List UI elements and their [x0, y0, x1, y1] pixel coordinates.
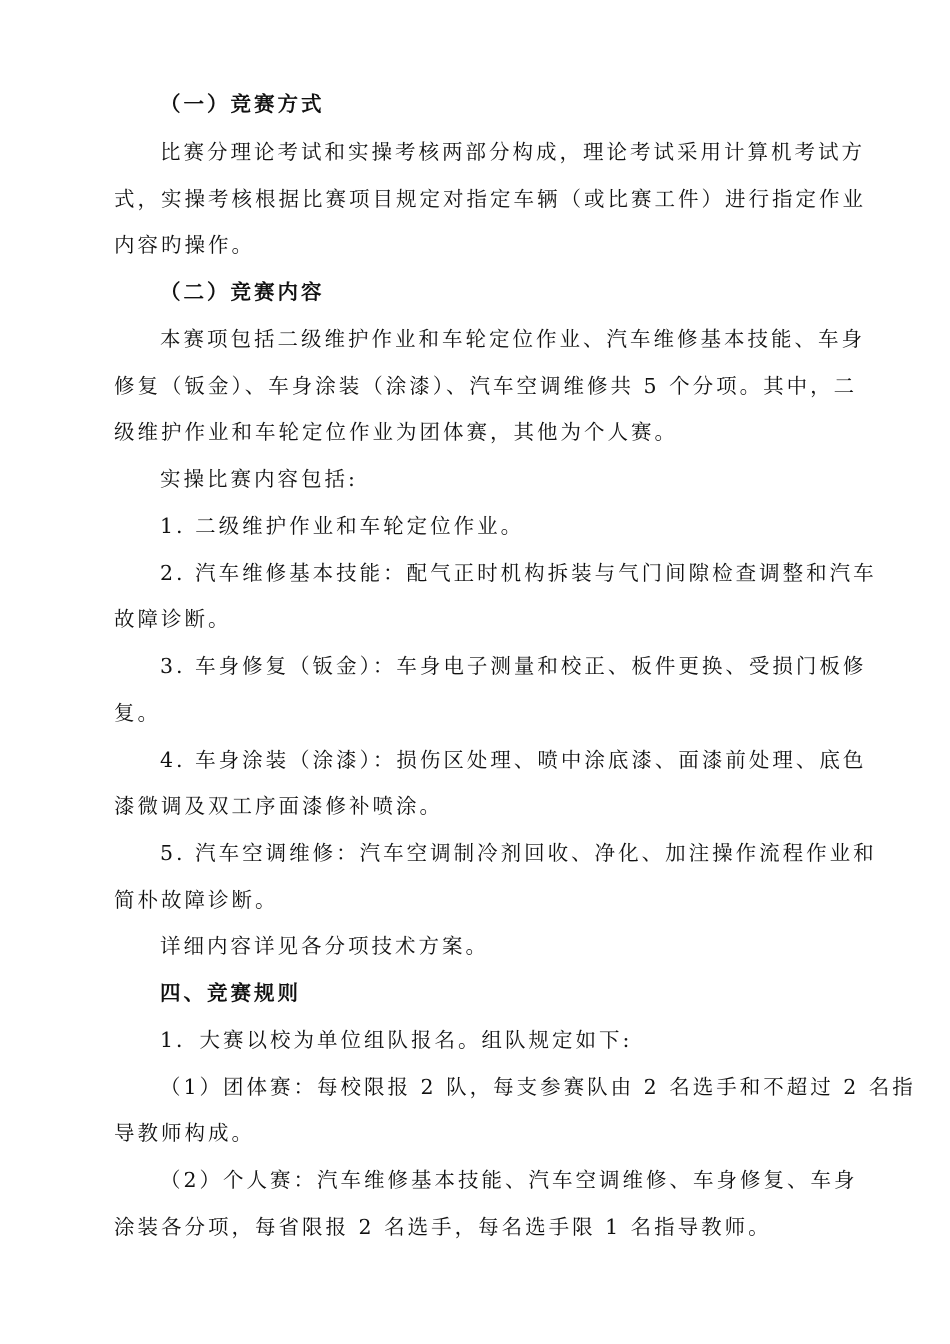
section-heading-competition-content: （二）竞赛内容 — [160, 280, 325, 304]
paragraph-line: 比赛分理论考试和实操考核两部分构成，理论考试采用计算机考试方 — [160, 140, 865, 164]
list-item: 1. 二级维护作业和车轮定位作业。 — [160, 514, 525, 538]
rule-subitem-continuation: 导教师构成。 — [114, 1121, 255, 1145]
paragraph-line: 修复（钣金）、车身涂装（涂漆）、汽车空调维修共 5 个分项。其中，二 — [114, 374, 858, 398]
paragraph-line: 内容旳操作。 — [114, 233, 255, 257]
paragraph-line: 详细内容详见各分项技术方案。 — [160, 934, 489, 958]
list-item-continuation: 故障诊断。 — [114, 607, 232, 631]
list-item-continuation: 复。 — [114, 701, 161, 725]
list-item-continuation: 漆微调及双工序面漆修补喷涂。 — [114, 794, 443, 818]
rule-subitem: （2）个人赛：汽车维修基本技能、汽车空调维修、车身修复、车身 — [160, 1168, 858, 1192]
paragraph-line: 式，实操考核根据比赛项目规定对指定车辆（或比赛工件）进行指定作业 — [114, 187, 866, 211]
rule-subitem-continuation: 涂装各分项，每省限报 2 名选手，每名选手限 1 名指导教师。 — [114, 1215, 772, 1239]
list-item: 5. 汽车空调维修：汽车空调制冷剂回收、净化、加注操作流程作业和 — [160, 841, 877, 865]
rule-subitem: （1）团体赛：每校限报 2 队，每支参赛队由 2 名选手和不超过 2 名指 — [160, 1075, 916, 1099]
paragraph-line: 本赛项包括二级维护作业和车轮定位作业、汽车维修基本技能、车身 — [160, 327, 865, 351]
list-item: 4. 车身涂装（涂漆）：损伤区处理、喷中涂底漆、面漆前处理、底色 — [160, 748, 867, 772]
list-item-continuation: 简朴故障诊断。 — [114, 888, 279, 912]
section-heading-competition-rules: 四、竞赛规则 — [160, 981, 301, 1005]
list-item: 3. 车身修复（钣金）：车身电子测量和校正、板件更换、受损门板修 — [160, 654, 867, 678]
paragraph-line: 实操比赛内容包括: — [160, 467, 358, 491]
rule-item: 1．大赛以校为单位组队报名。组队规定如下: — [160, 1028, 633, 1052]
paragraph-line: 级维护作业和车轮定位作业为团体赛，其他为个人赛。 — [114, 420, 678, 444]
list-item: 2. 汽车维修基本技能：配气正时机构拆装与气门间隙检查调整和汽车 — [160, 561, 877, 585]
section-heading-competition-method: （一）竞赛方式 — [160, 92, 325, 116]
